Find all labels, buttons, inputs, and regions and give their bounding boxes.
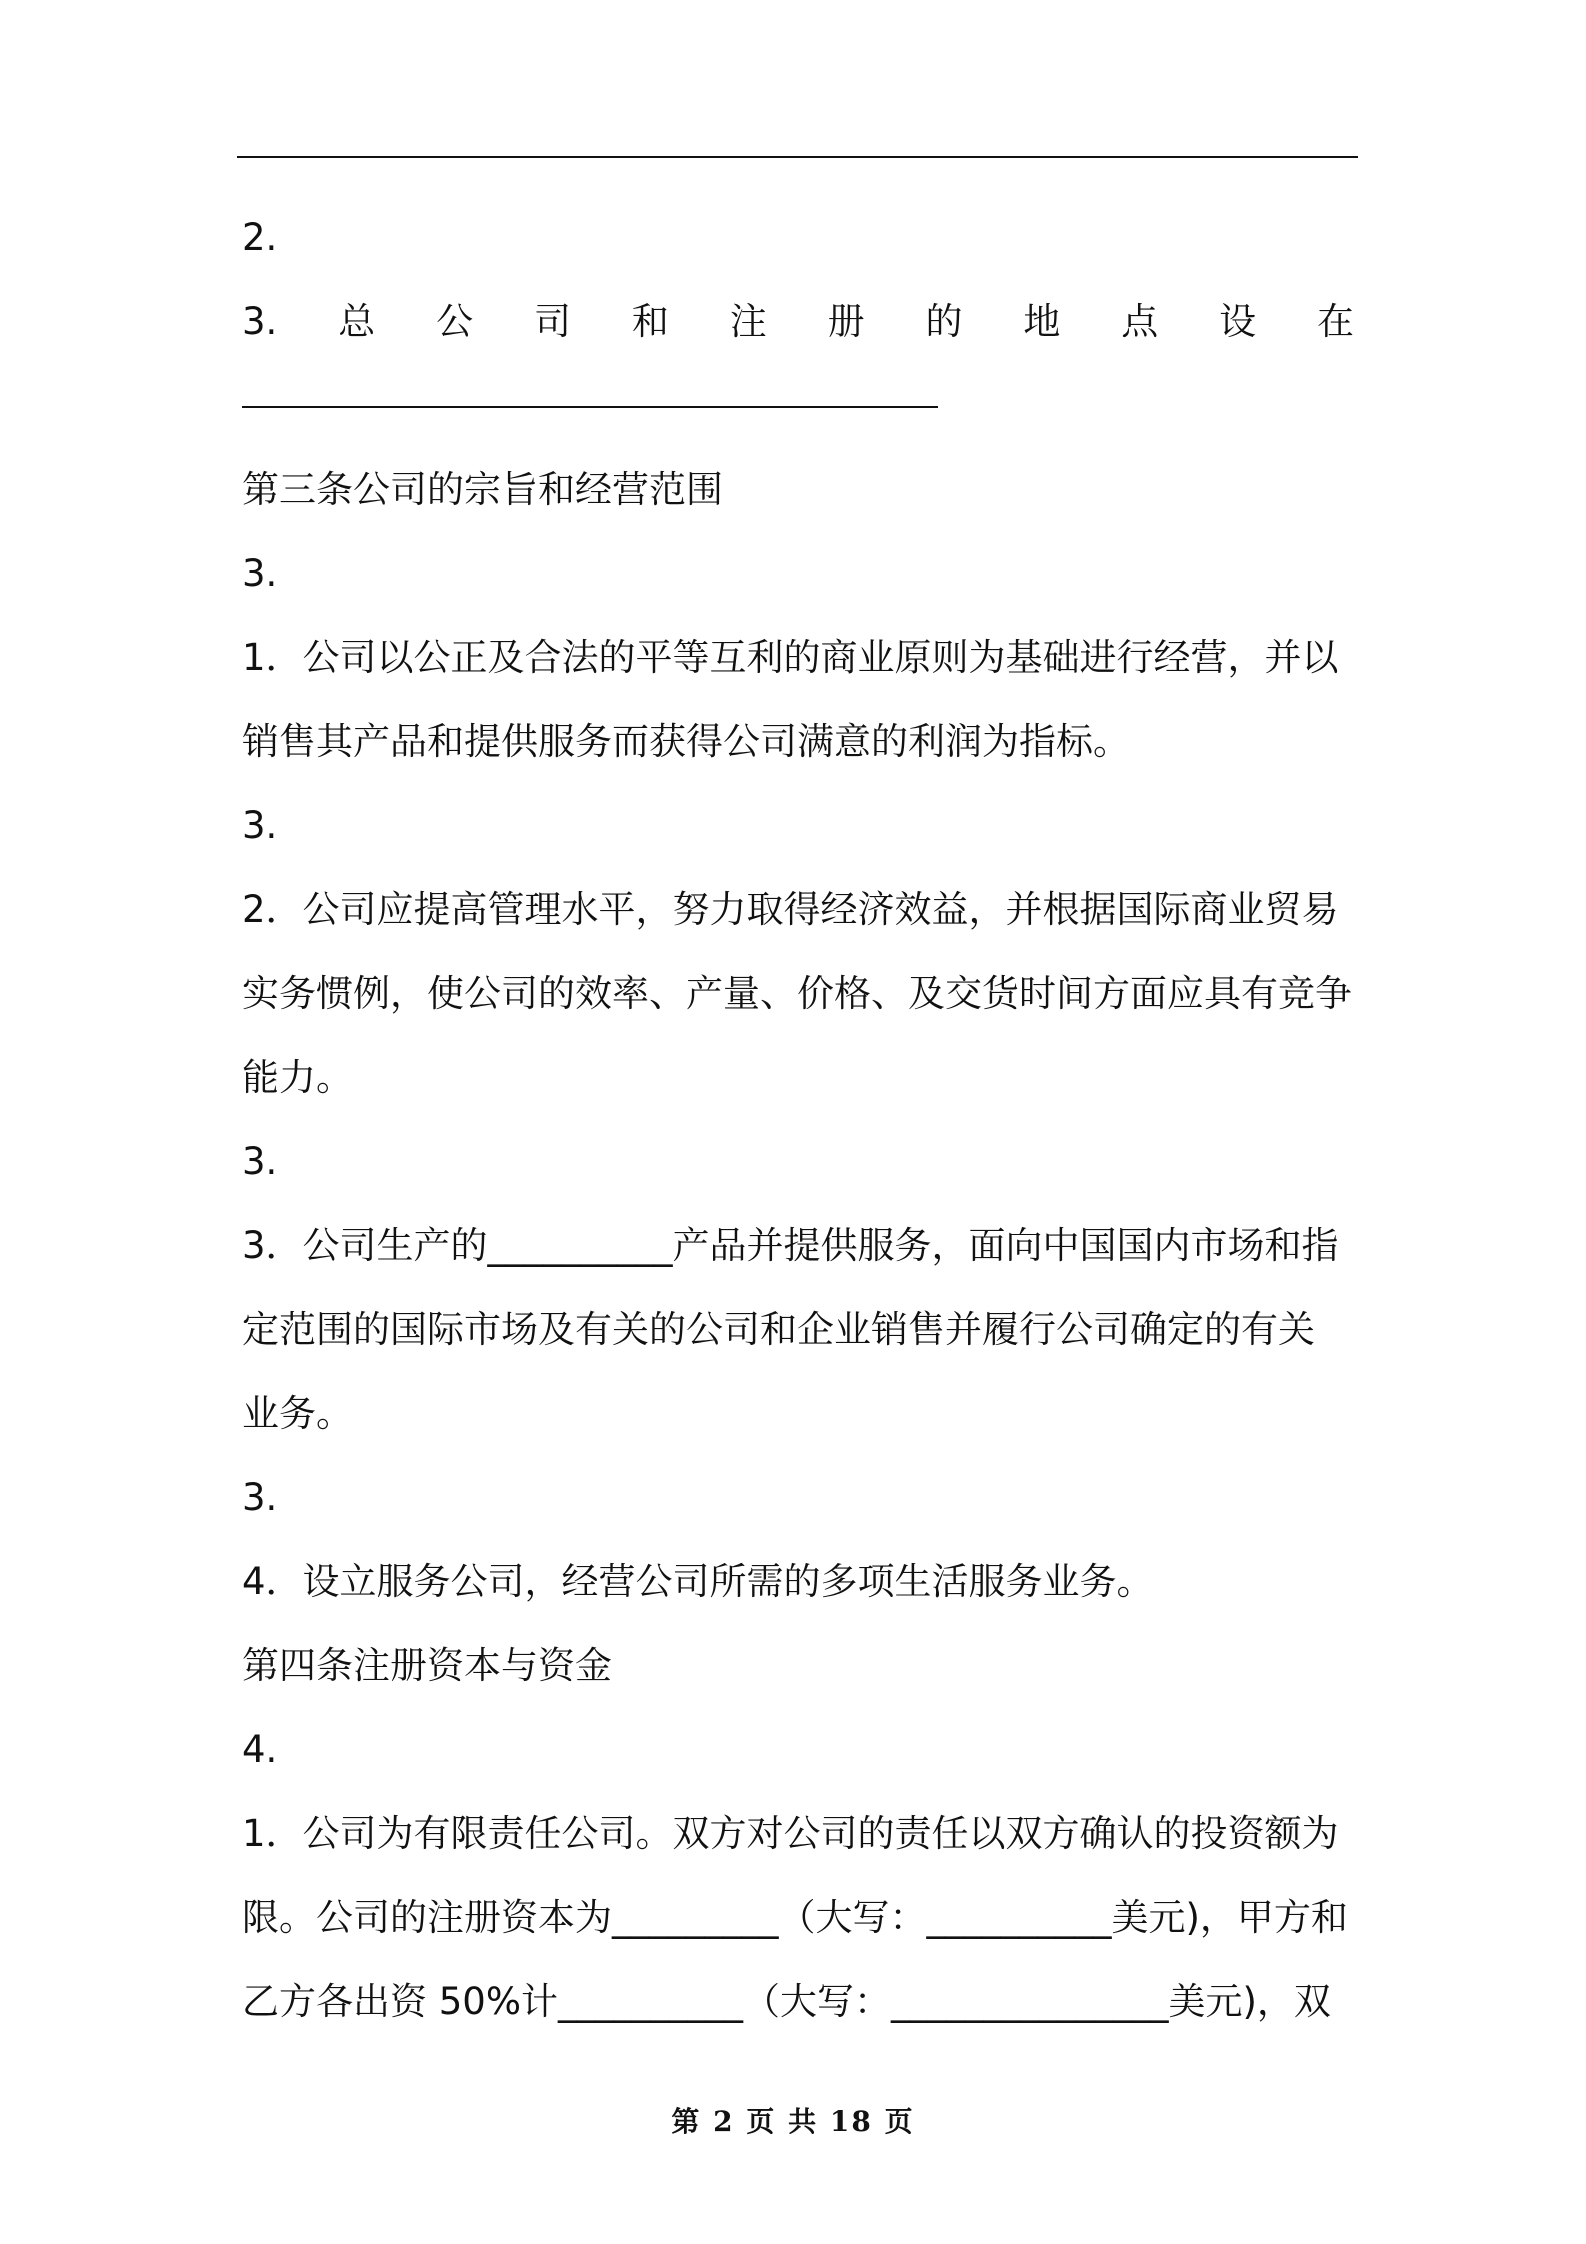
header-rule	[237, 156, 1358, 158]
text-line: 4．设立服务公司，经营公司所需的多项生活服务业务。	[242, 1560, 1154, 1603]
spread-char: 注	[729, 300, 767, 343]
spread-char: 设	[1219, 300, 1257, 343]
text-line: 销售其产品和提供服务而获得公司满意的利润为指标。	[242, 720, 1130, 763]
text-line: 业务。	[242, 1392, 353, 1435]
text-line: 能力。	[242, 1056, 353, 1099]
spread-char: 册	[827, 300, 865, 343]
document-body	[242, 196, 1354, 2044]
text-line: 3.	[242, 1140, 278, 1183]
section-heading: 第四条注册资本与资金	[242, 1644, 612, 1687]
text-line: 4.	[242, 1728, 278, 1771]
clause-number: 3.	[242, 300, 278, 343]
spread-char: 和	[631, 300, 669, 343]
spread-char: 点	[1121, 300, 1159, 343]
text-line: 3.	[242, 1476, 278, 1519]
address-blank-line	[242, 364, 1354, 448]
page-number-footer: 第 2 页 共 18 页	[671, 2105, 915, 2138]
text-line: 2．公司应提高管理水平，努力取得经济效益，并根据国际商业贸易	[242, 888, 1339, 931]
text-line: 2.	[242, 216, 278, 259]
text-line: 限。公司的注册资本为_________（大写：__________美元)，甲方和	[242, 1896, 1348, 1939]
text-line: 乙方各出资 50%计__________（大写：_______________美元)，双	[242, 1980, 1331, 2023]
spread-char: 的	[925, 300, 963, 343]
spread-char: 在	[1316, 300, 1354, 343]
text-line: 实务惯例，使公司的效率、产量、价格、及交货时间方面应具有竞争	[242, 972, 1352, 1015]
fill-in-underline	[242, 406, 938, 408]
spread-text-line	[242, 280, 1354, 364]
text-line: 3.	[242, 804, 278, 847]
text-line: 定范围的国际市场及有关的公司和企业销售并履行公司确定的有关	[242, 1308, 1315, 1351]
spread-char: 司	[533, 300, 571, 343]
spread-char: 总	[338, 300, 376, 343]
spread-char: 公	[436, 300, 474, 343]
text-line: 3．公司生产的__________产品并提供服务，面向中国国内市场和指	[242, 1224, 1339, 1267]
text-line: 1．公司以公正及合法的平等互利的商业原则为基础进行经营，并以	[242, 636, 1339, 679]
spread-char: 地	[1023, 300, 1061, 343]
text-line: 1．公司为有限责任公司。双方对公司的责任以双方确认的投资额为	[242, 1812, 1339, 1855]
text-line: 3.	[242, 552, 278, 595]
section-heading: 第三条公司的宗旨和经营范围	[242, 468, 723, 511]
